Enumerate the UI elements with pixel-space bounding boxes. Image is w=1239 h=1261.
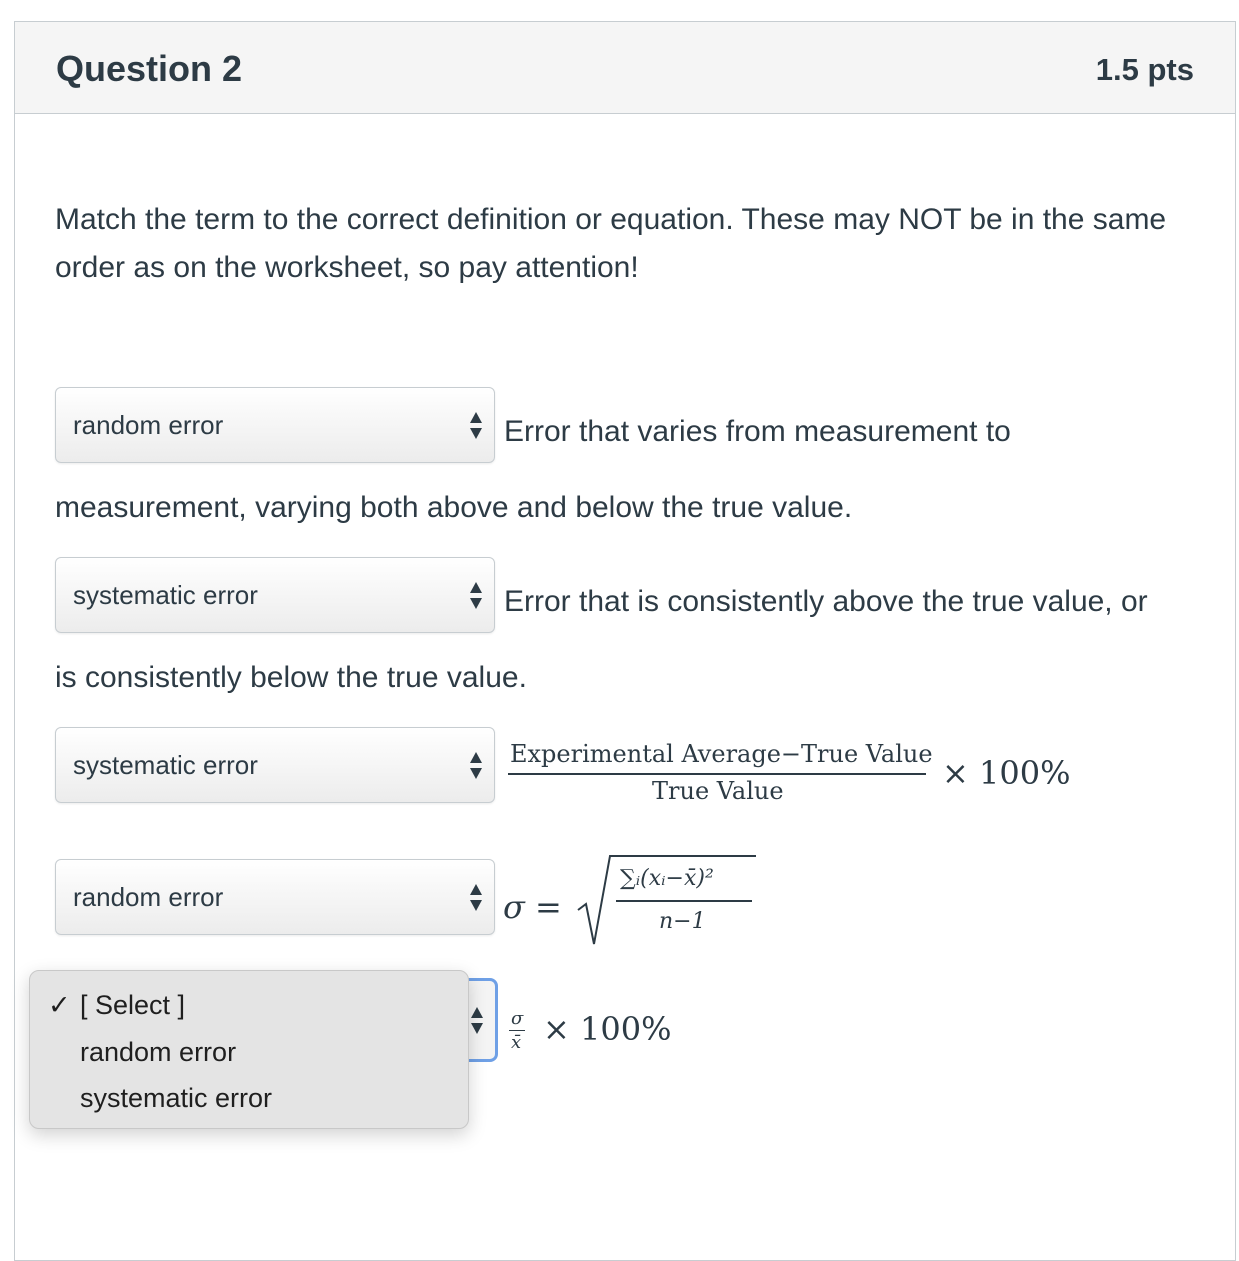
- rsd-multiplier: × 100%: [543, 1010, 672, 1048]
- question-header: [15, 22, 1235, 114]
- dropdown-option-systematic-error[interactable]: systematic error: [80, 1083, 273, 1113]
- match-2-definition-line1: Error that is consistently above the true value, or: [504, 585, 1148, 618]
- question-points: 1.5 pts: [1095, 52, 1194, 87]
- match-select-3[interactable]: [55, 727, 495, 803]
- match-1-definition-line2: measurement, varying both above and below the true value.: [55, 491, 853, 524]
- match-select-4[interactable]: [55, 859, 495, 935]
- percent-error-multiplier: × 100%: [942, 754, 1071, 792]
- std-dev-denominator: n−1: [659, 909, 706, 934]
- rsd-denominator: x̄: [511, 1032, 522, 1053]
- dropdown-option-random-error[interactable]: random error: [80, 1037, 237, 1067]
- question-title: Question 2: [56, 48, 243, 89]
- match-select-1-value: random error: [73, 410, 224, 440]
- checkmark-icon: ✓: [48, 990, 71, 1020]
- std-dev-lhs: σ =: [503, 888, 562, 926]
- std-dev-numerator: ∑ᵢ(xᵢ−x̄)²: [620, 866, 714, 891]
- select-dropdown-menu: [29, 970, 469, 1129]
- question-prompt: Match the term to the correct definition or equation. These may NOT be in the same order as on the worksheet, so pay attention!: [55, 203, 1167, 284]
- rsd-numerator: σ: [511, 1008, 524, 1029]
- match-1-definition-line1: Error that varies from measurement to: [504, 415, 1011, 448]
- fraction-bar: [508, 773, 926, 775]
- select-arrows-icon: [470, 752, 482, 780]
- percent-error-denominator: True Value: [652, 777, 784, 805]
- select-arrows-icon: [470, 582, 482, 610]
- select-arrows-icon: [470, 412, 482, 440]
- select-arrows-icon: [470, 884, 482, 912]
- select-arrows-icon: [471, 1007, 483, 1035]
- dropdown-option-select[interactable]: [ Select ]: [80, 990, 186, 1020]
- match-select-2[interactable]: [55, 557, 495, 633]
- match-2-definition-line2: is consistently below the true value.: [55, 661, 527, 694]
- fraction-bar: [616, 900, 752, 902]
- match-select-2-value: systematic error: [73, 580, 258, 610]
- match-select-4-value: random error: [73, 882, 224, 912]
- percent-error-numerator: Experimental Average−True Value: [510, 740, 933, 768]
- match-select-1[interactable]: [55, 387, 495, 463]
- match-select-3-value: systematic error: [73, 750, 258, 780]
- fraction-bar: [509, 1030, 525, 1031]
